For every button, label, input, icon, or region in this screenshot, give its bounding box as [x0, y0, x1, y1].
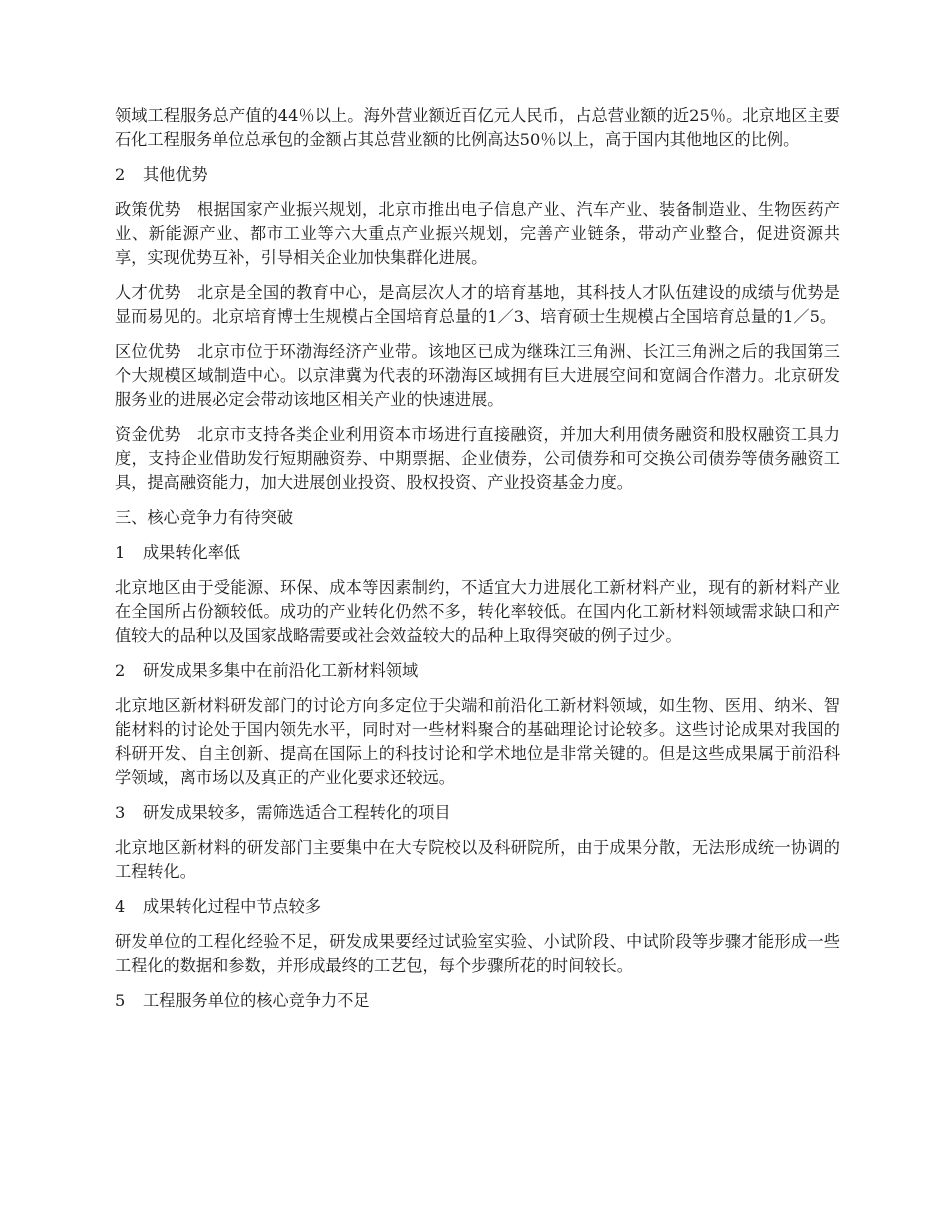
paragraph-location-advantage: 区位优势 北京市位于环渤海经济产业带。该地区已成为继珠江三角洲、长江三角洲之后的我国第三个大规模区域制造中心。以京津冀为代表的环渤海区域拥有巨大进展空间和宽阔合作潜力。北京研发服务业的进展必定会带动该地区相关产业的快速进展。 [115, 342, 840, 409]
section-heading-frontier-research: 2 研发成果多集中在前沿化工新材料领域 [115, 661, 419, 680]
lead-term: 区位优势 [115, 342, 181, 361]
paragraph-screening-projects: 北京地区新材料的研发部门主要集中在大专院校以及科研院所，由于成果分散，无法形成统一协调的工程转化。 [115, 838, 840, 881]
section-heading-low-conversion: 1 成果转化率低 [115, 543, 241, 562]
section-heading-many-nodes: 4 成果转化过程中节点较多 [115, 897, 322, 916]
lead-term: 资金优势 [115, 425, 181, 444]
paragraph-policy-advantage: 政策优势 根据国家产业振兴规划，北京市推出电子信息产业、汽车产业、装备制造业、生物医药产业、新能源产业、都市工业等六大重点产业振兴规划，完善产业链条，带动产业整合，促进资源共享，实现优势互补，引导相关企业加快集群化进展。 [115, 200, 840, 267]
document-page [115, 104, 840, 1024]
paragraph-frontier-research: 北京地区新材料研发部门的讨论方向多定位于尖端和前沿化工新材料领域，如生物、医用、纳米、智能材料的讨论处于国内领先水平，同时对一些材料聚合的基础理论讨论较多。这些讨论成果对我国的科研开发、自主创新、提高在国际上的科技讨论和学术地位是非常关键的。但是这些成果属于前沿科学领域，离市场以及真正的产业化要求还较远。 [115, 696, 840, 787]
section-heading-engineering-competitiveness: 5 工程服务单位的核心竞争力不足 [115, 991, 370, 1010]
section-heading-other-advantages: 2 其他优势 [115, 165, 208, 184]
paragraph-capital-advantage: 资金优势 北京市支持各类企业利用资本市场进行直接融资，并加大利用债务融资和股权融资工具力度，支持企业借助发行短期融资券、中期票据、企业债券，公司债券和可交换公司债券等债务融资工具，提高融资能力，加大进展创业投资、股权投资、产业投资基金力度。 [115, 425, 840, 492]
lead-term: 政策优势 [115, 200, 181, 219]
chapter-heading-core-competitiveness: 三、核心竞争力有待突破 [115, 508, 294, 527]
paragraph-low-conversion: 北京地区由于受能源、环保、成本等因素制约，不适宜大力进展化工新材料产业，现有的新材料产业在全国所占份额较低。成功的产业转化仍然不多，转化率较低。在国内化工新材料领域需求缺口和产值较大的品种以及国家战略需要或社会效益较大的品种上取得突破的例子过少。 [115, 578, 840, 645]
paragraph-talent-advantage: 人才优势 北京是全国的教育中心，是高层次人才的培育基地，其科技人才队伍建设的成绩与优势是显而易见的。北京培育博士生规模占全国培育总量的1／3、培育硕士生规模占全国培育总量的1／5。 [115, 283, 840, 326]
paragraph-many-nodes: 研发单位的工程化经验不足，研发成果要经过试验室实验、小试阶段、中试阶段等步骤才能形成一些工程化的数据和参数，并形成最终的工艺包，每个步骤所花的时间较长。 [115, 932, 840, 975]
lead-term: 人才优势 [115, 283, 181, 302]
paragraph-overseas-revenue: 领域工程服务总产值的44％以上。海外营业额近百亿元人民币，占总营业额的近25％。北京地区主要石化工程服务单位总承包的金额占其总营业额的比例高达50％以上，高于国内其他地区的比例。 [115, 106, 840, 149]
section-heading-screening-projects: 3 研发成果较多，需筛选适合工程转化的项目 [115, 803, 451, 822]
